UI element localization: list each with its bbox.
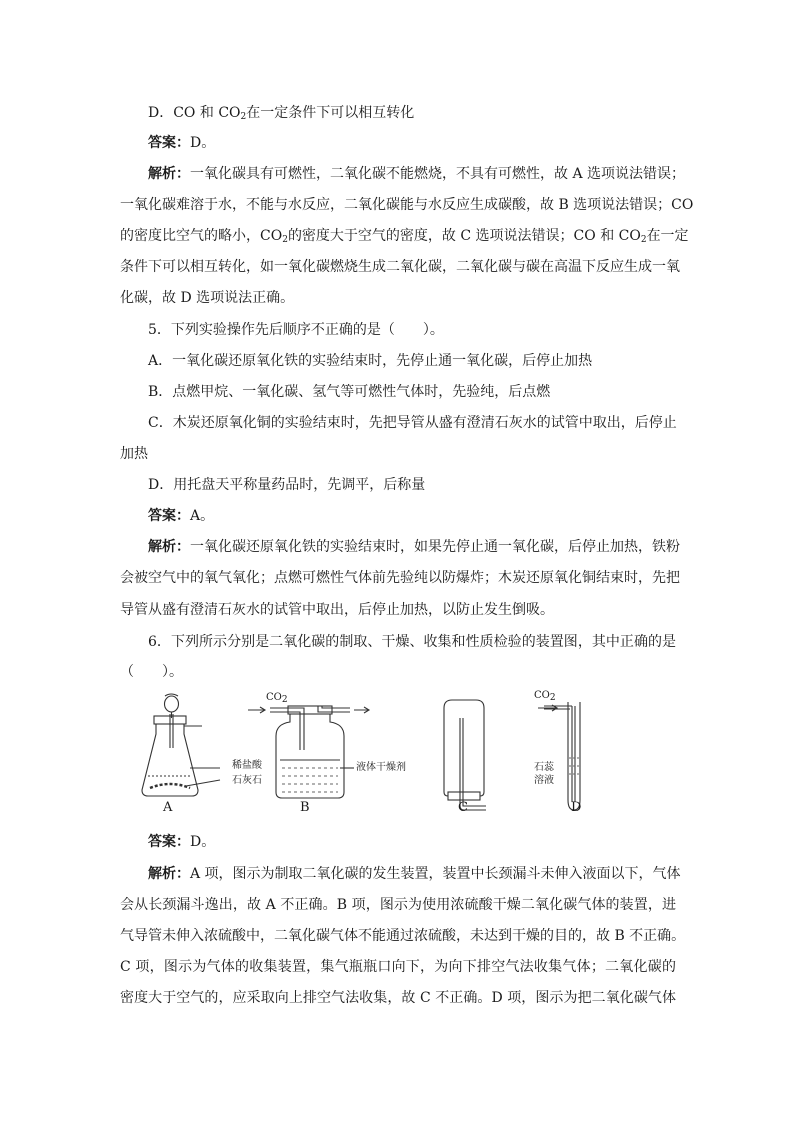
q4-analysis-line-1: 解析：一氧化碳具有可燃性，二氧化碳不能燃烧，不具有可燃性，故 A 选项说法错误；: [148, 166, 686, 182]
q5-analysis-line-3: 导管从盛有澄清石灰水的试管中取出，后停止加热，以防止发生倒吸。: [120, 602, 554, 618]
q4-analysis-line-4: 条件下可以相互转化，如一氧化碳燃烧生成二氧化碳，二氧化碳与碳在高温下反应生成一氧: [120, 259, 680, 275]
q4-option-d: D．CO 和 $CO_2$在一定条件下可以相互转化: [148, 105, 415, 122]
apparatus-drawing: [140, 688, 620, 818]
label-b-co2: $CO_2$: [266, 692, 288, 705]
q6-analysis-line-5: 密度大于空气的，应采取向上排空气法收集，故 C 不正确。D 项，图示为把二氧化碳气体: [120, 990, 676, 1006]
apparatus-c-jar: [444, 700, 486, 810]
q4-analysis-line-2: 一氧化碳难溶于水，不能与水反应，二氧化碳能与水反应生成碳酸，故 B 选项说法错误；CO: [120, 197, 694, 213]
apparatus-b-bottle: [248, 706, 369, 798]
q6-analysis-line-1: 解析：A 项，图示为制取二氧化碳的发生装置，装置中长颈漏斗未伸入液面以下，气体: [148, 866, 681, 882]
q5-option-a: A．一氧化碳还原氧化铁的实验结束时，先停止通一氧化碳，后停止加热: [148, 353, 593, 369]
q6-analysis-line-3: 气导管未伸入浓硫酸中，二氧化碳气体不能通过浓硫酸，未达到干燥的目的，故 B 不正确。: [120, 928, 686, 944]
q5-stem: 5．下列实验操作先后顺序不正确的是（ ）。: [148, 322, 444, 338]
q5-option-c-line-2: 加热: [120, 446, 148, 462]
figure-label-d: D: [571, 800, 582, 815]
label-d-co2: $CO_2$: [534, 690, 556, 703]
apparatus-figure: [140, 688, 620, 818]
label-litmus-2: 溶液: [534, 775, 554, 786]
figure-label-a: A: [163, 800, 173, 815]
q6-analysis-line-4: C 项，图示为气体的收集装置，集气瓶瓶口向下，为向下排空气法收集气体；二氧化碳的: [120, 959, 676, 975]
apparatus-a-flask: [142, 694, 220, 796]
label-litmus-1: 石蕊: [534, 762, 554, 773]
label-limestone: 石灰石: [232, 775, 262, 786]
q6-stem-line-1: 6．下列所示分别是二氧化碳的制取、干燥、收集和性质检验的装置图，其中正确的是: [148, 634, 676, 650]
q6-analysis-line-2: 会从长颈漏斗逸出，故 A 不正确。B 项，图示为使用浓硫酸干燥二氧化碳气体的装置，进: [120, 897, 676, 913]
q6-answer: 答案：D。: [148, 834, 216, 850]
figure-label-b: B: [300, 800, 310, 815]
label-liquid-desiccant: 液体干燥剂: [356, 762, 406, 773]
q5-option-d: D．用托盘天平称量药品时，先调平，后称量: [148, 477, 426, 493]
q4-analysis-line-3: 的密度比空气的略小，$CO_2$的密度大于空气的密度，故 C 选项说法错误；CO 和 $CO_2$在一定: [120, 228, 689, 245]
q5-option-b: B．点燃甲烷、一氧化碳、氢气等可燃性气体时，先验纯，后点燃: [148, 384, 551, 400]
label-dilute-hcl: 稀盐酸: [232, 760, 262, 771]
q5-analysis-line-2: 会被空气中的氧气氧化；点燃可燃性气体前先验纯以防爆炸；木炭还原氧化铜结束时，先把: [120, 570, 680, 586]
q5-option-c-line-1: C．木炭还原氧化铜的实验结束时，先把导管从盛有澄清石灰水的试管中取出，后停止: [148, 415, 677, 431]
q5-analysis-line-1: 解析：一氧化碳还原氧化铁的实验结束时，如果先停止通一氧化碳，后停止加热，铁粉: [148, 539, 680, 555]
figure-label-c: C: [458, 800, 468, 815]
q4-answer: 答案：D。: [148, 135, 216, 151]
q6-stem-line-2: （ ）。: [120, 664, 183, 680]
apparatus-d-tube: [538, 702, 580, 810]
q5-answer: 答案：A。: [148, 508, 215, 524]
q4-analysis-line-5: 化碳，故 D 选项说法正确。: [120, 290, 295, 306]
